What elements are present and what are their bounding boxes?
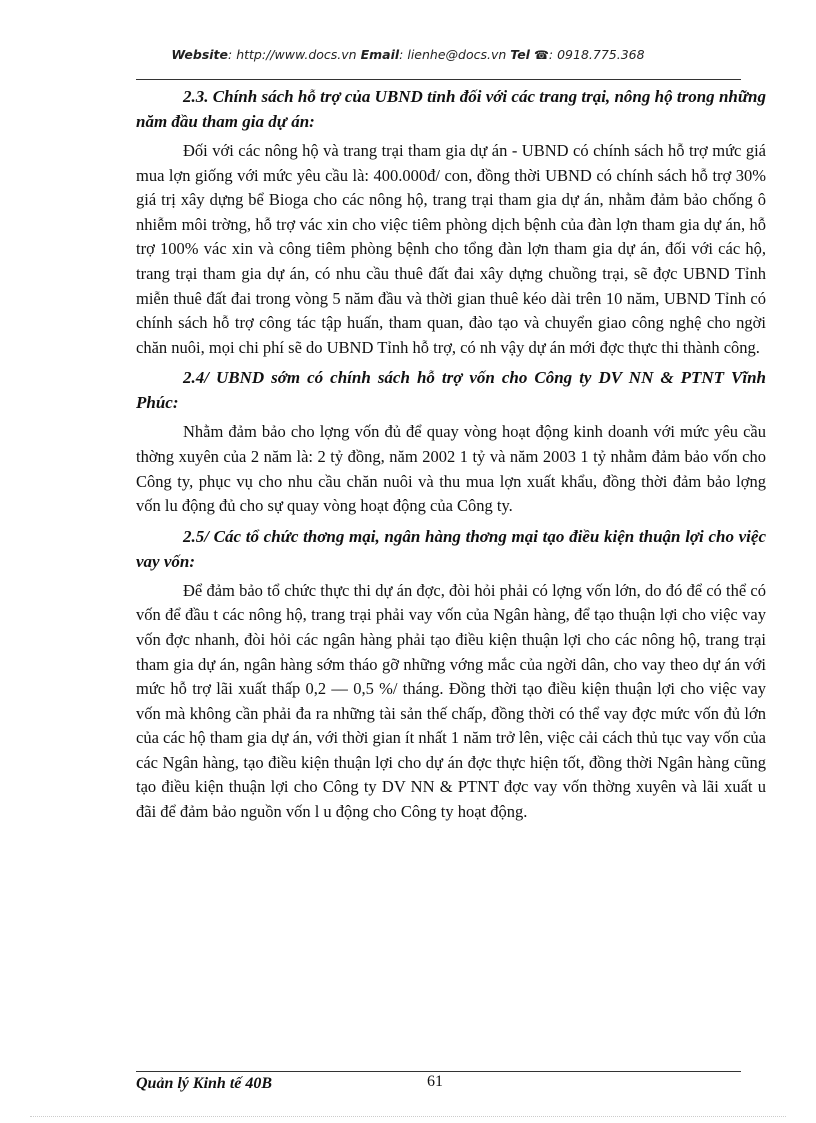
email-label: Email [360, 47, 400, 62]
section-heading: 2.3. Chính sách hỗ trợ của UBND tỉnh đối với các trang trại, nông hộ trong những năm đầu tham gia dự án: [136, 87, 766, 131]
document-body [136, 84, 766, 830]
section-heading: 2.4/ UBND sớm có chính sách hỗ trợ vốn cho Công ty DV NN & PTNT Vĩnh Phúc: [136, 368, 766, 413]
section-heading: 2.5/ Các tổ chức thơng mại, ngân hàng thơng mại tạo điều kiện thuận lợi cho việc vay vốn: [136, 526, 766, 571]
section-paragraph: Đối với các nông hộ và trang trại tham gia dự án - UBND có chính sách hỗ trợ mức giá mua lợn giống với mức yêu cầu là: 400.000đ/ con, đồng thời UBND có chính sách hỗ trợ 30% giá trị xây dựng bể Bioga cho các nông hộ, trang trại tham gia dự án, nhằm đảm bảo chống ô nhiễm môi trờng, hỗ trợ vác xin cho việc tiêm phòng dịch bệnh của đàn lợn tham gia dự án, hỗ trợ 100% vác xin và công tiêm phòng bệnh cho tổng đàn lợn tham gia dự án, đối với các hộ, trang trại tham gia dự án, có nhu cầu thuê đất đai xây dựng chuồng trại, sẽ đợc UBND Tỉnh miễn thuê đất đai trong vòng 5 năm đầu và thời gian thuê kéo dài trên 10 năm, UBND Tỉnh có chính sách hỗ trợ công tác tập huấn, tham quan, đào tạo và chuyển giao công nghệ cho ngời chăn nuôi, mọi chi phí sẽ do UBND Tỉnh hỗ trợ, có nh vậy dự án mới đợc thực thi thành công. [136, 141, 766, 357]
footer-rule [136, 1071, 741, 1072]
header-rule [136, 79, 741, 80]
website-value[interactable]: : http://www.docs.vn [228, 47, 357, 62]
page-edge-divider [30, 1116, 786, 1117]
tel-value: : 0918.775.368 [548, 47, 645, 62]
section-paragraph: Để đảm bảo tổ chức thực thi dự án đợc, đòi hỏi phải có lợng vốn lớn, do đó để có thể có vốn để đầu t các nông hộ, trang trại phải vay vốn của Ngân hàng, để tạo thuận lợi cho việc vay vốn đợc nhanh, đòi hỏi các ngân hàng phải tạo điều kiện thuận lợi cho các nông hộ, trang trại tham gia dự án, ngân hàng sớm tháo gỡ những vớng mắc của ngời dân, cho vay theo dự án với mức hỗ trợ lãi xuất thấp 0,2 — 0,5 %/ tháng. Đồng thời tạo điều kiện thuận lợi cho việc vay vốn mà không cần phải đa ra những tài sản thế chấp, đồng thời có thể vay đợc mức vốn đủ lớn của các hộ tham gia dự án, với thời gian ít nhất 1 năm trở lên, việc cải cách thủ tục vay vốn của các Ngân hàng, tạo điều kiện thuận lợi cho dự án đợc thực hiện tốt, đồng thời Ngân hàng cũng tạo điều kiện thuận lợi cho Công ty DV NN & PTNT đợc vay vốn thờng xuyên và lãi xuất u đãi để đảm bảo nguồn vốn l u động cho Công ty hoạt động. [136, 580, 766, 822]
page-header [0, 47, 816, 62]
footer-course: Quản lý Kinh tế 40B [136, 1075, 273, 1092]
website-label: Website [171, 47, 229, 62]
section-2-4 [136, 365, 766, 518]
section-2-5 [136, 524, 766, 825]
telephone-icon: ☎ [533, 48, 549, 62]
email-value[interactable]: : lienhe@docs.vn [399, 47, 507, 62]
section-2-3 [136, 84, 766, 360]
page-number: 61 [427, 1073, 443, 1090]
section-paragraph: Nhằm đảm bảo cho lợng vốn đủ để quay vòng hoạt động kinh doanh với mức yêu cầu thờng xuyên của 2 năm là: 2 tỷ đồng, năm 2002 1 tỷ và năm 2003 1 tỷ nhằm đảm bảo vốn cho Công ty, phục vụ cho nhu cầu chăn nuôi và thu mua lợn xuất khẩu, đồng thời đảm bảo lợng vốn lu động đủ cho sự quay vòng hoạt động của Công ty. [136, 422, 766, 516]
tel-label: Tel [510, 47, 530, 62]
